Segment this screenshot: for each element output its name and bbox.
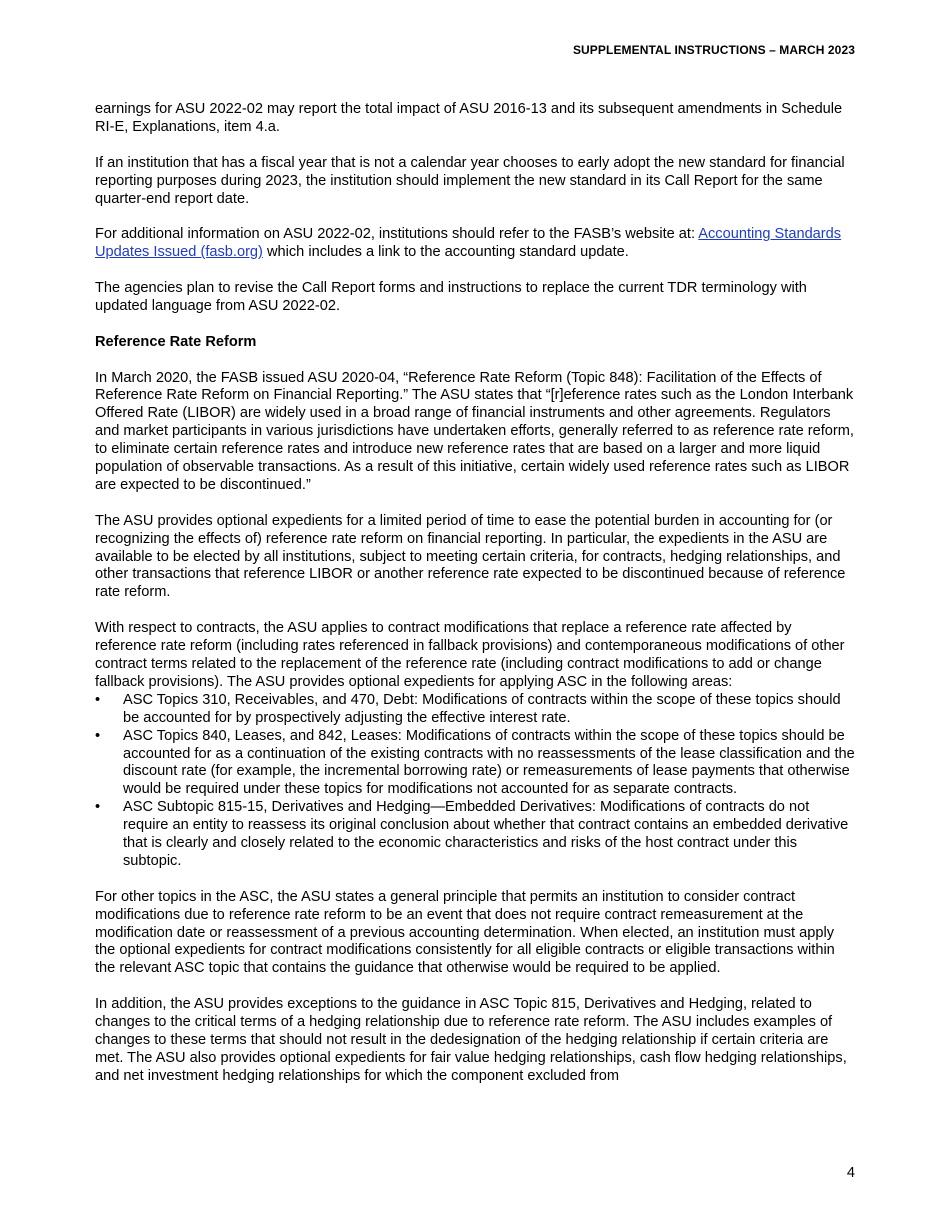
paragraph-4: The agencies plan to revise the Call Report forms and instructions to replace the current TDR terminology with updated language from ASU 2022-02. (95, 280, 807, 314)
bullet-text: ASC Topics 840, Leases, and 842, Leases: Modifications of contracts within the scope of these topics should be accounted for as a continuation of the existing contracts with no reassessments of the lease classification and the discount rate (for example, the incremental borrowing rate) or remeasurements of lease payments that otherwise would be required under these topics for modifications not accounted for as separate contracts. (123, 727, 855, 798)
bullet-list (95, 692, 857, 871)
bullet-marker: • (95, 799, 101, 816)
bullet-item (95, 692, 857, 728)
fasb-link[interactable]: Accounting Standards Updates Issued (fasb.org) (95, 226, 842, 261)
bullet-text: ASC Topics 310, Receivables, and 470, Debt: Modifications of contracts within the scope of these topics should be accounted for by prospectively adjusting the effective interest rate. (123, 691, 841, 726)
paragraph-3-tail: which includes a link to the accounting standard update. (262, 244, 629, 261)
page-header: SUPPLEMENTAL INSTRUCTIONS – MARCH 2023 (572, 43, 855, 57)
paragraph-5: In March 2020, the FASB issued ASU 2020-04, “Reference Rate Reform (Topic 848): Facilitation of the Effects of Reference Rate Reform on Financial Reporting.” The ASU states that “[r]eference rates such as the London Interbank Offered Rate (LIBOR) are widely used in a broad range of financial instruments and other agreements. Regulators and market participants in various jurisdictions have undertaken efforts, generally referred to as reference rate reform, to eliminate certain reference rates and introduce new reference rates that are based on a larger and more liquid population of observable transactions. As a result of this initiative, certain widely used reference rates such as LIBOR are expected to be discontinued.” (95, 369, 854, 493)
paragraph-6: The ASU provides optional expedients for a limited period of time to ease the potential burden in accounting for (or recognizing the effects of) reference rate reform on financial reporting. In particular, the expedients in the ASU are available to be elected by all institutions, subject to meeting certain criteria, for contracts, hedging relationships, and other transactions that reference LIBOR or another reference rate expected to be discontinued because of reference rate reform. (95, 512, 846, 601)
paragraph-1: earnings for ASU 2022-02 may report the total impact of ASU 2016-13 and its subsequent amendments in Schedule RI-E, Explanations, item 4.a. (95, 101, 843, 135)
bullet-item (95, 728, 857, 800)
paragraph-8: For other topics in the ASC, the ASU states a general principle that permits an institution to consider contract modifications due to reference rate reform to be an event that does not require contract remeasurement at the modification date or reassessment of a previous accounting determination. When elected, an institution must apply the optional expedients for contract modifications consistently for all eligible contracts or eligible transactions within the relevant ASC topic that contains the guidance that otherwise would be required to be applied. (95, 888, 835, 977)
paragraph-7: With respect to contracts, the ASU applies to contract modifications that replace a reference rate affected by reference rate reform (including rates referenced in fallback provisions) and contemporaneous modifications of other contract terms related to the replacement of the reference rate (including contract modifications to add or change fallback provisions). The ASU provides optional expedients for applying ASC in the following areas: (95, 620, 845, 690)
section-heading: Reference Rate Reform (95, 333, 257, 350)
paragraph-3-lead: For additional information on ASU 2022-02, institutions should refer to the FASB’s website at: (95, 226, 699, 243)
paragraph-3 (95, 226, 857, 262)
bullet-marker: • (95, 691, 101, 708)
page-number: 4 (846, 1165, 855, 1181)
bullet-marker: • (95, 727, 101, 744)
paragraph-2: If an institution that has a fiscal year that is not a calendar year chooses to early adopt the new standard for financial reporting purposes during 2023, the institution should implement the new standard in its Call Report for the same quarter-end report date. (95, 154, 845, 207)
bullet-text: ASC Subtopic 815-15, Derivatives and Hedging—Embedded Derivatives: Modifications of contracts do not require an entity to reassess its original conclusion about whether that contract contains an embedded derivative that is clearly and closely related to the economic characteristics and risks of the host contract under this subtopic. (123, 799, 849, 869)
paragraph-9: In addition, the ASU provides exceptions to the guidance in ASC Topic 815, Derivatives and Hedging, related to changes to the critical terms of a hedging relationship due to reference rate reform. The ASU includes examples of changes to these terms that should not result in the dedesignation of the hedging relationship if certain criteria are met. The ASU also provides optional expedients for fair value hedging relationships, cash flow hedging relationships, and net investment hedging relationships for which the component excluded from (95, 996, 847, 1084)
bullet-item (95, 799, 857, 871)
page-content (95, 101, 857, 1104)
